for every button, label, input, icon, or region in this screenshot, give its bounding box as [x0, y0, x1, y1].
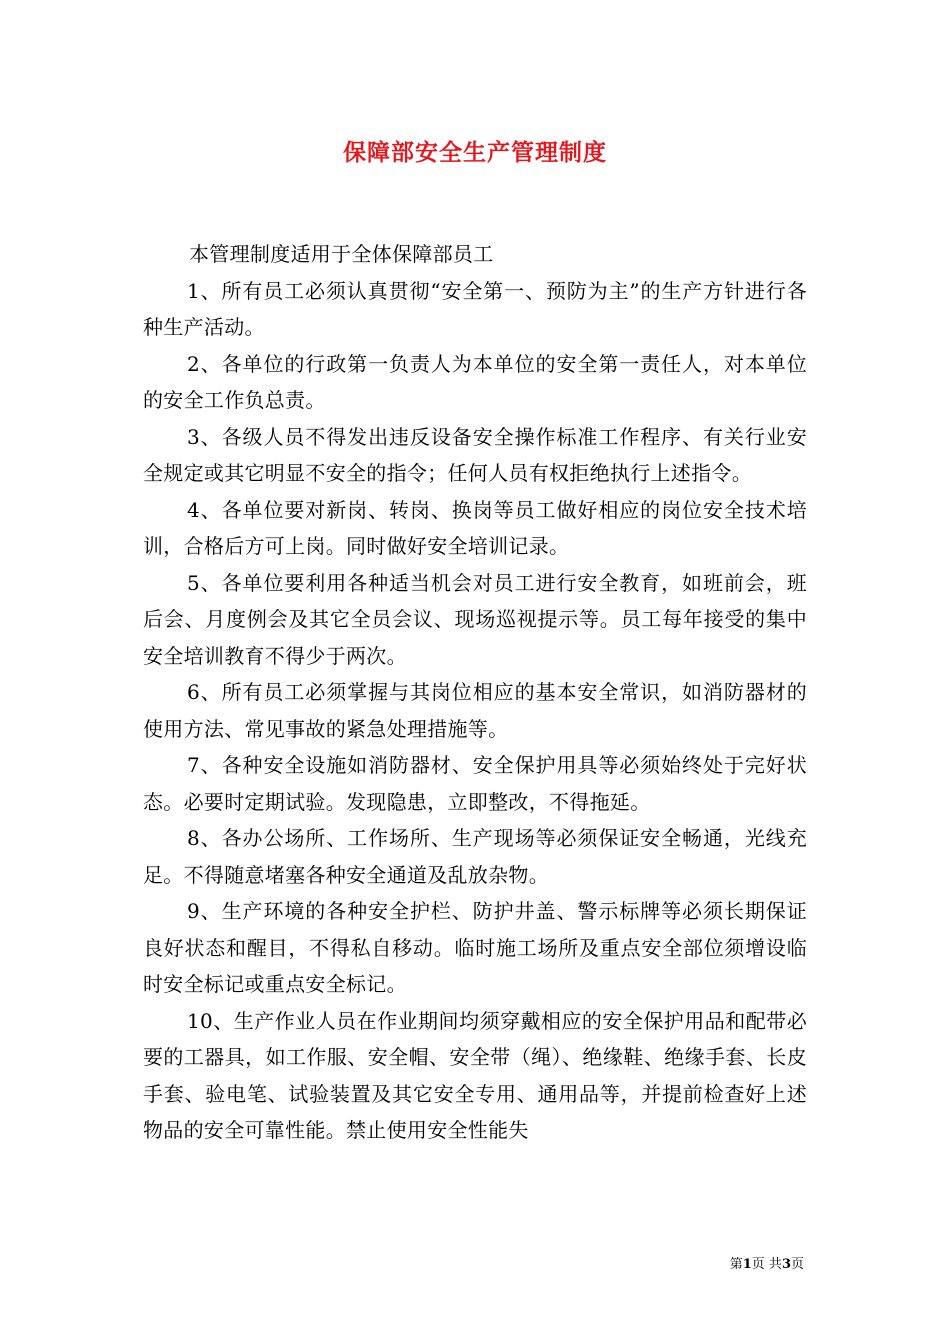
footer-total-pages: 3 [781, 1257, 791, 1272]
document-title: 保障部安全生产管理制度 [343, 139, 607, 166]
rule-paragraph-7: 7、各种安全设施如消防器材、安全保护用具等必须始终处于完好状态。必要时定期试验。发现隐患，立即整改，不得拖延。 [143, 753, 807, 814]
intro-paragraph: 本管理制度适用于全体保障部员工 [189, 242, 494, 266]
footer-middle: 页 共 [751, 1257, 782, 1272]
rule-paragraph-6: 6、所有员工必须掌握与其岗位相应的基本安全常识，如消防器材的使用方法、常见事故的紧急处理措施等。 [143, 680, 807, 741]
rule-paragraph-8: 8、各办公场所、工作场所、生产现场等必须保证安全畅通，光线充足。不得随意堵塞各种安全通道及乱放杂物。 [143, 826, 807, 887]
document-body [143, 236, 807, 1149]
footer-suffix: 页 [790, 1257, 804, 1272]
rule-paragraph-9: 9、生产环境的各种安全护栏、防护井盖、警示标牌等必须长期保证良好状态和醒目，不得私自移动。临时施工场所及重点安全部位须增设临时安全标记或重点安全标记。 [143, 899, 807, 996]
rule-paragraph-5: 5、各单位要利用各种适当机会对员工进行安全教育，如班前会，班后会、月度例会及其它全员会议、现场巡视提示等。员工每年接受的集中安全培训教育不得少于两次。 [143, 570, 807, 668]
footer-current-page: 1 [742, 1257, 752, 1272]
rule-paragraph-4: 4、各单位要对新岗、转岗、换岗等员工做好相应的岗位安全技术培训，合格后方可上岗。同时做好安全培训记录。 [143, 497, 807, 558]
rule-paragraph-1: 1、所有员工必须认真贯彻“安全第一、预防为主”的生产方针进行各种生产活动。 [143, 278, 807, 339]
rule-paragraph-3: 3、各级人员不得发出违反设备安全操作标准工作程序、有关行业安全规定或其它明显不安全的指令；任何人员有权拒绝执行上述指令。 [143, 424, 807, 485]
page-footer [730, 1253, 804, 1272]
rule-paragraph-10: 10、生产作业人员在作业期间均须穿戴相应的安全保护用品和配带必要的工器具，如工作服、安全帽、安全带（绳）、绝缘鞋、绝缘手套、长皮手套、验电笔、试验装置及其它安全专用、通用品等，并提前检查好上述物品的安全可靠性能。禁止使用安全性能失 [143, 1008, 807, 1142]
footer-prefix: 第 [729, 1257, 743, 1272]
rule-paragraph-2: 2、各单位的行政第一负责人为本单位的安全第一责任人，对本单位的安全工作负总责。 [143, 351, 807, 412]
